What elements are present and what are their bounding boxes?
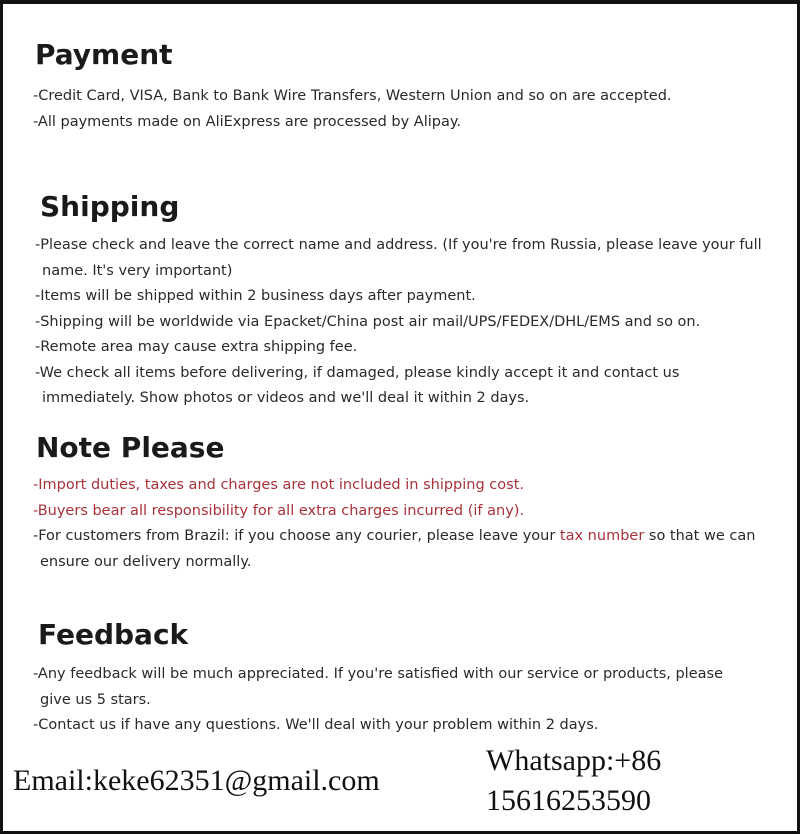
contact-whatsapp-label: Whatsapp:+86 [486, 744, 662, 777]
contact-whatsapp-number: 15616253590 [486, 784, 651, 817]
payment-section [33, 38, 800, 135]
feedback-line: -Any feedback will be much appreciated. If you're satisfied with our service or products, please [33, 666, 723, 682]
feedback-line: -Contact us if have any questions. We'll deal with your problem within 2 days. [33, 717, 599, 733]
feedback-heading: Feedback [38, 618, 189, 651]
note-line-delivery: ensure our delivery normally. [40, 553, 252, 570]
note-line-brazil [33, 524, 800, 550]
note-line-brazil-end: so that we can [644, 528, 756, 544]
shipping-line: -Shipping will be worldwide via Epacket/China post air mail/UPS/FEDEX/DHL/EMS and so on. [35, 313, 701, 330]
note-line-extra-charges: -Buyers bear all responsibility for all extra charges incurred (if any). [33, 502, 525, 519]
contact-email: Email:keke62351@gmail.com [13, 764, 380, 797]
feedback-section [33, 618, 800, 739]
shipping-line: immediately. Show photos or videos and we'll deal it within 2 days. [42, 390, 530, 406]
shipping-line: -Items will be shipped within 2 business days after payment. [35, 288, 476, 304]
note-line-brazil-start: -For customers from Brazil: if you choose any courier, please leave your [33, 528, 560, 544]
note-line-import-duties: -Import duties, taxes and charges are not included in shipping cost. [33, 477, 524, 493]
feedback-line: give us 5 stars. [40, 691, 151, 708]
shipping-line: -Remote area may cause extra shipping fee. [35, 339, 358, 355]
note-section [33, 431, 800, 575]
payment-line: -All payments made on AliExpress are processed by Alipay. [33, 113, 461, 130]
payment-heading: Payment [35, 38, 173, 71]
tax-number-highlight: tax number [559, 528, 645, 544]
shipping-line: -Please check and leave the correct name and address. (If you're from Russia, please leave your full [35, 237, 762, 253]
shipping-line: -We check all items before delivering, if damaged, please kindly accept it and contact us [35, 364, 680, 381]
shipping-section [35, 190, 800, 412]
payment-line: -Credit Card, VISA, Bank to Bank Wire Transfers, Western Union and so on are accepted. [33, 88, 672, 104]
shipping-line: name. It's very important) [42, 262, 233, 279]
shipping-heading: Shipping [40, 190, 180, 223]
note-heading: Note Please [36, 431, 225, 464]
